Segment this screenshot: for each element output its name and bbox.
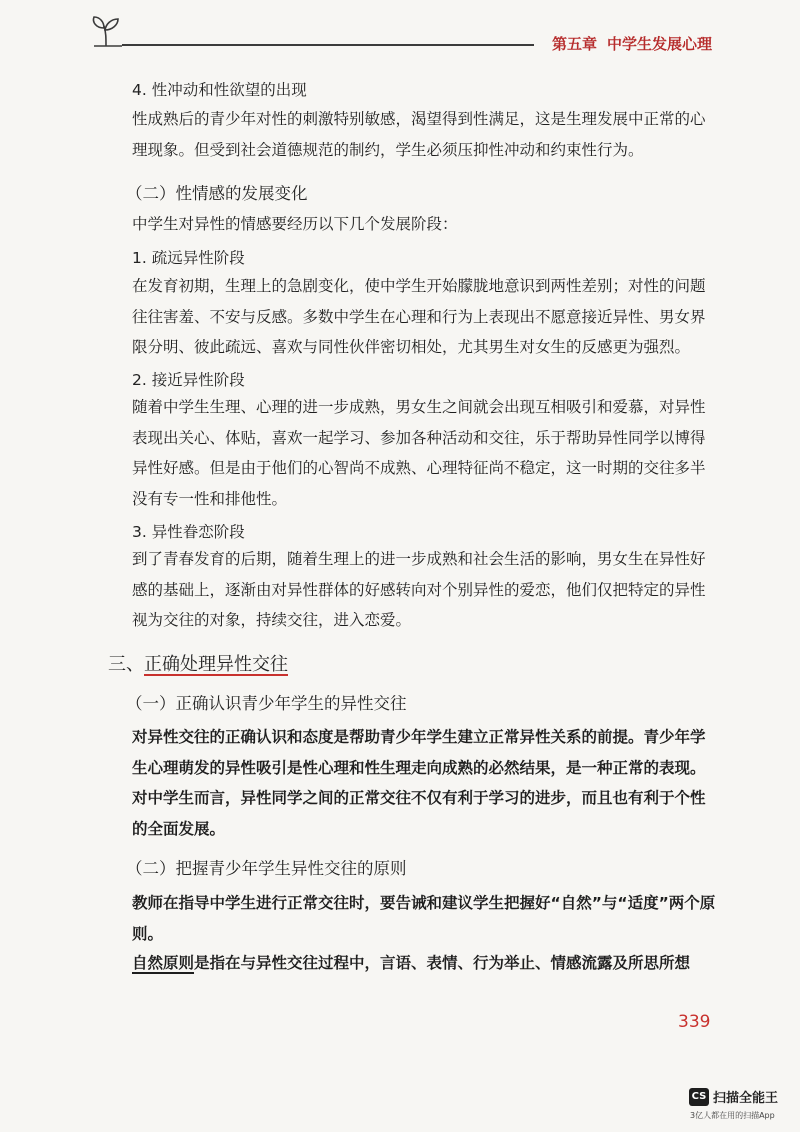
- heading-cognition: （一）正确认识青少年学生的异性交往: [126, 694, 407, 713]
- paragraph-intro: 中学生对异性的情感要经历以下几个发展阶段：: [132, 215, 458, 233]
- header-rule: [122, 44, 534, 46]
- camscanner-logo-icon: CS: [689, 1088, 709, 1106]
- scanner-app-name: 扫描全能王: [713, 1091, 779, 1106]
- heading-principle: （二）把握青少年学生异性交往的原则: [126, 859, 407, 878]
- heading-stage1: 1. 疏远异性阶段: [132, 249, 245, 267]
- heading-stage2: 2. 接近异性阶段: [132, 371, 245, 389]
- heading-handle-interaction: 三、正确处理异性交往: [108, 654, 288, 675]
- paragraph-natural-principle: 自然原则是指在与异性交往过程中，言语、表情、行为举止、情感流露及所思所想: [132, 954, 691, 972]
- page-number: 339: [678, 1012, 711, 1032]
- scanner-slogan: 3亿人都在用的扫描App: [690, 1111, 775, 1120]
- paragraph-stage1: 在发育初期，生理上的急剧变化，使中学生开始朦胧地意识到两性差别；对性的问题往往害羞、不安与反感。多数中学生在心理和行为上表现出不愿意接近异性、男女界限分明、彼此疏远、喜欢与同性伙伴密切相处，尤其男生对女生的反感更为强烈。: [132, 277, 706, 356]
- paragraph-stage3: 到了青春发育的后期，随着生理上的进一步成熟和社会生活的影响，男女生在异性好感的基础上，逐渐由对异性群体的好感转向对个别异性的爱恋，他们仅把特定的异性视为交往的对象，持续交往，进入恋爱。: [132, 550, 706, 629]
- chapter-title: 中学生发展心理: [607, 35, 713, 53]
- paragraph-stage2: 随着中学生生理、心理的进一步成熟，男女生之间就会出现互相吸引和爱慕，对异性表现出关心、体贴，喜欢一起学习、参加各种活动和交往，乐于帮助异性同学以博得异性好感。但是由于他们的心智尚不成熟、心理特征尚不稳定，这一时期的交往多半没有专一性和排他性。: [132, 398, 706, 508]
- chapter-header: [552, 33, 712, 54]
- paragraph-cognition: 对异性交往的正确认识和态度是帮助青少年学生建立正常异性关系的前提。青少年学生心理萌发的异性吸引是性心理和性生理走向成熟的必然结果，是一种正常的表现。对中学生而言，异性同学之间的正常交往不仅有利于学习的进步，而且也有利于个性的全面发展。: [132, 728, 706, 838]
- paragraph-principle: 教师在指导中学生进行正常交往时，要告诫和建议学生把握好“自然”与“适度”两个原则。: [132, 894, 716, 943]
- heading-sex-impulse: 4. 性冲动和性欲望的出现: [132, 81, 307, 99]
- heading-sex-emotion: （二）性情感的发展变化: [126, 184, 308, 203]
- natural-principle-term: 自然原则: [132, 954, 195, 972]
- heading-stage3: 3. 异性眷恋阶段: [132, 523, 245, 541]
- paragraph-sex-impulse: 性成熟后的青少年对性的刺激特别敏感，渴望得到性满足，这是生理发展中正常的心理现象。但受到社会道德规范的制约，学生必须压抑性冲动和约束性行为。: [132, 110, 706, 159]
- chapter-number: 第五章: [552, 35, 598, 53]
